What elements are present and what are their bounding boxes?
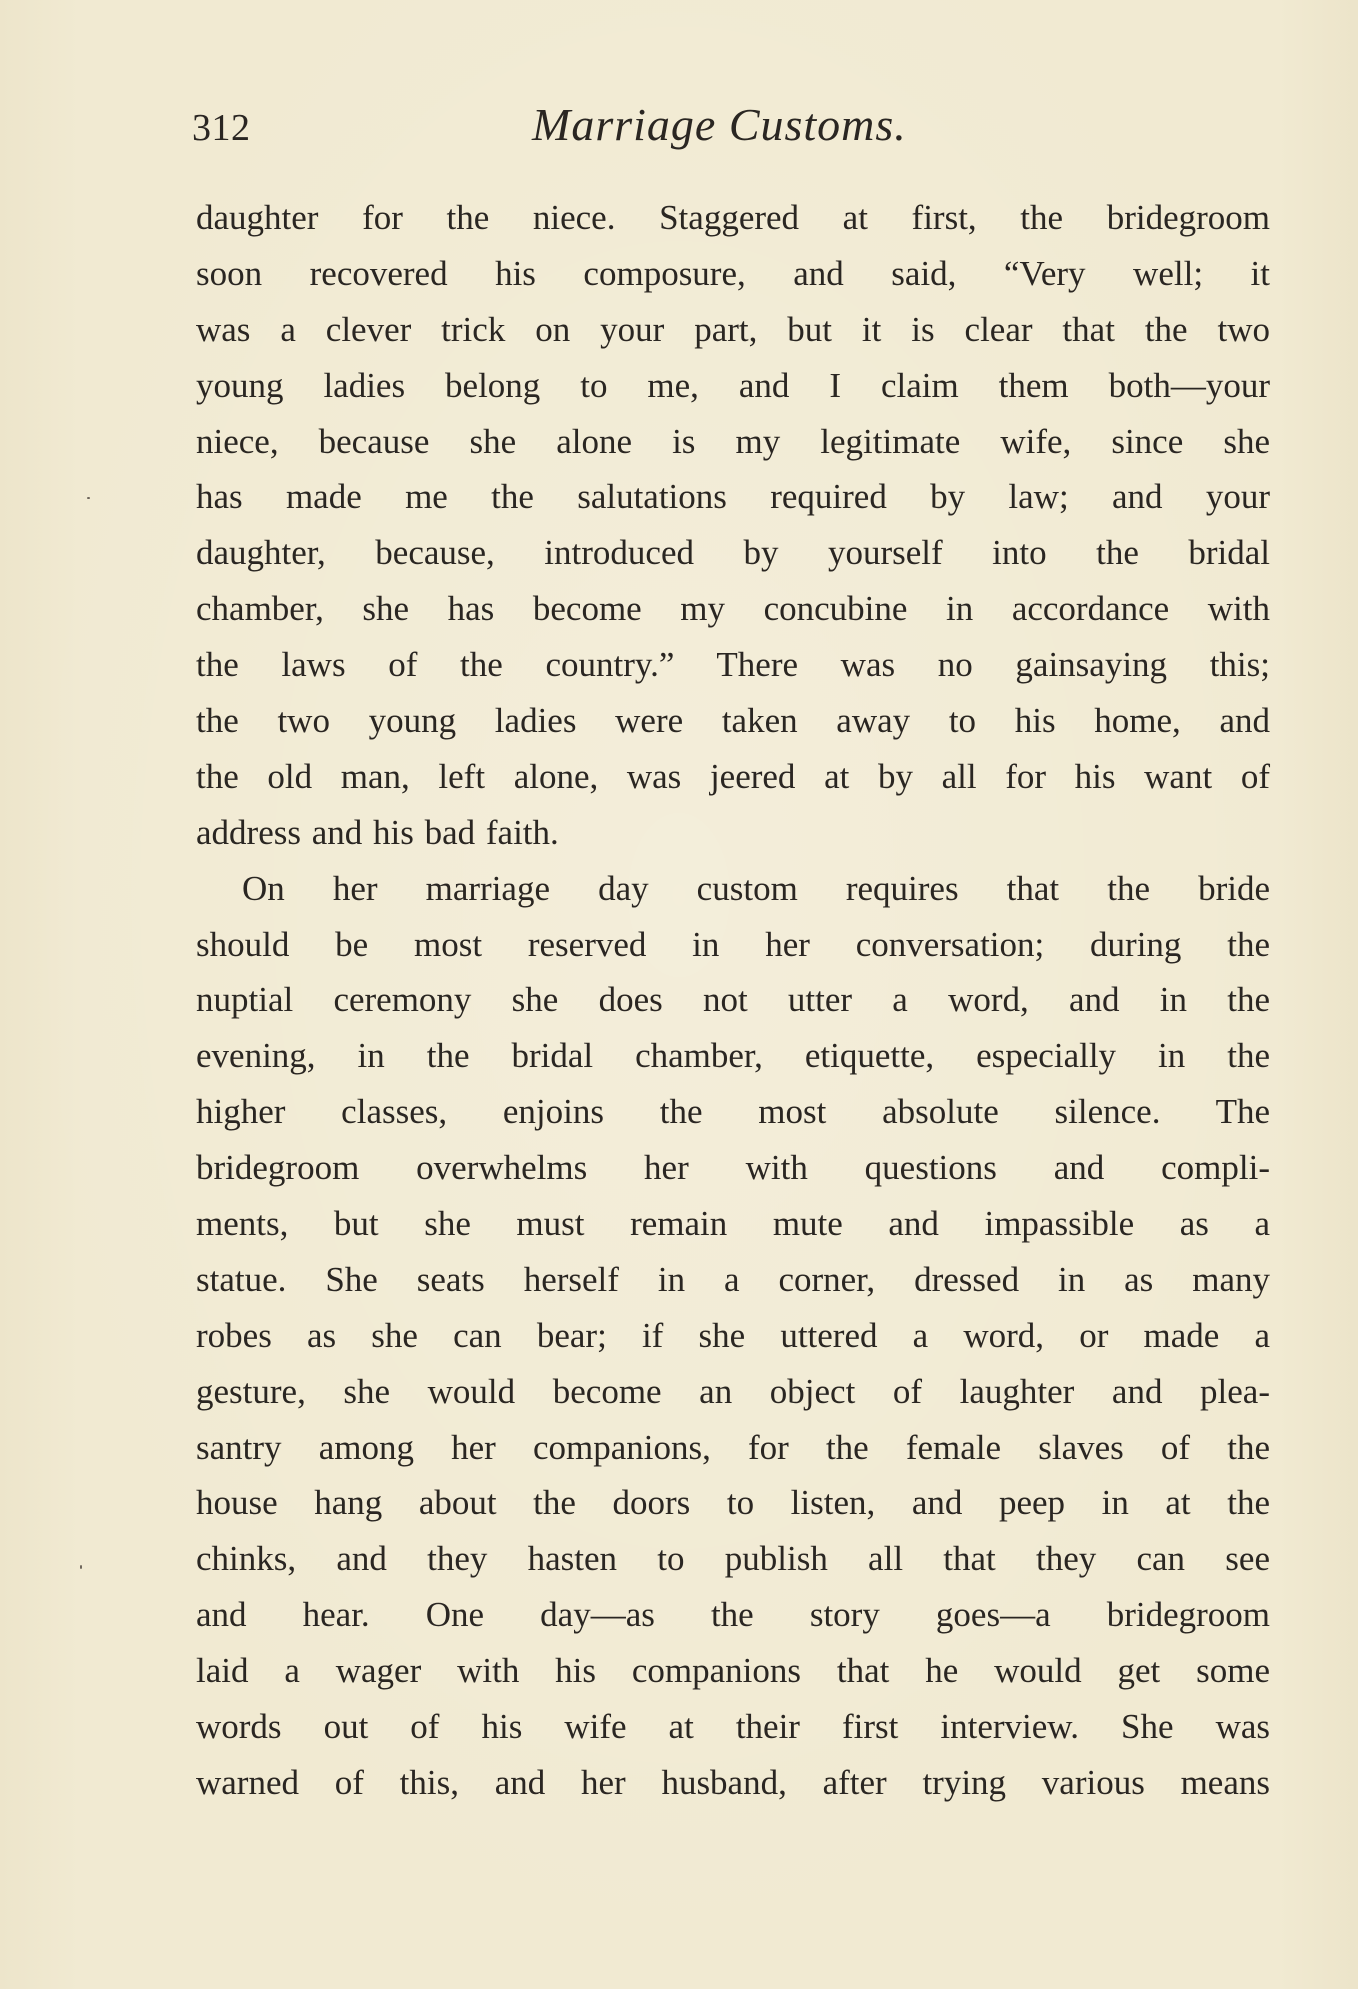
text-line: should be most reserved in her conversation; during the: [196, 924, 1270, 964]
text-line: chamber, she has become my concubine in accordance with: [196, 589, 1270, 629]
text-line: niece, because she alone is my legitimate wife, since she: [196, 421, 1270, 461]
text-line: laid a wager with his companions that he would get some: [196, 1651, 1270, 1691]
body-text: [196, 190, 1270, 1811]
running-title: Marriage Customs.: [532, 99, 907, 150]
paragraph-end-line: address and his bad faith.: [196, 812, 559, 852]
text-line: daughter for the niece. Staggered at first, the bridegroom: [196, 198, 1270, 237]
paper-speck: [87, 497, 90, 499]
paper-speck: [80, 1565, 82, 1569]
text-line: nuptial ceremony she does not utter a word, and in the: [196, 980, 1270, 1020]
text-line: daughter, because, introduced by yourself into the bridal: [196, 533, 1270, 573]
page-number: 312: [192, 107, 251, 149]
text-line: soon recovered his composure, and said, “Very well; it: [196, 253, 1270, 293]
text-line: young ladies belong to me, and I claim them both—your: [196, 365, 1270, 405]
text-line: words out of his wife at their first interview. She was: [196, 1707, 1270, 1747]
paragraph-start-line: On her marriage day custom requires that the bride: [242, 868, 1270, 908]
text-line: the old man, left alone, was jeered at by all for his want of: [196, 756, 1270, 796]
text-line: evening, in the bridal chamber, etiquette, especially in the: [196, 1036, 1270, 1076]
text-line: has made me the salutations required by law; and your: [196, 477, 1270, 517]
text-line: warned of this, and her husband, after trying various means: [196, 1762, 1270, 1802]
text-line: bridegroom overwhelms her with questions and compli-: [196, 1148, 1270, 1188]
running-head: [192, 98, 1272, 168]
text-line: the two young ladies were taken away to his home, and: [196, 701, 1270, 741]
text-line: statue. She seats herself in a corner, dressed in as many: [196, 1259, 1270, 1299]
text-line: chinks, and they hasten to publish all that they can see: [196, 1539, 1270, 1579]
text-line: higher classes, enjoins the most absolute silence. The: [196, 1092, 1270, 1132]
text-line: santry among her companions, for the female slaves of the: [196, 1427, 1270, 1467]
text-line: house hang about the doors to listen, and peep in at the: [196, 1483, 1270, 1523]
text-line: the laws of the country.” There was no gainsaying this;: [196, 645, 1270, 685]
text-line: was a clever trick on your part, but it is clear that the two: [196, 309, 1270, 349]
text-line: robes as she can bear; if she uttered a word, or made a: [196, 1315, 1270, 1355]
text-line: gesture, she would become an object of laughter and plea-: [196, 1371, 1270, 1411]
text-line: and hear. One day—as the story goes—a bridegroom: [196, 1595, 1270, 1635]
text-line: ments, but she must remain mute and impassible as a: [196, 1204, 1270, 1244]
